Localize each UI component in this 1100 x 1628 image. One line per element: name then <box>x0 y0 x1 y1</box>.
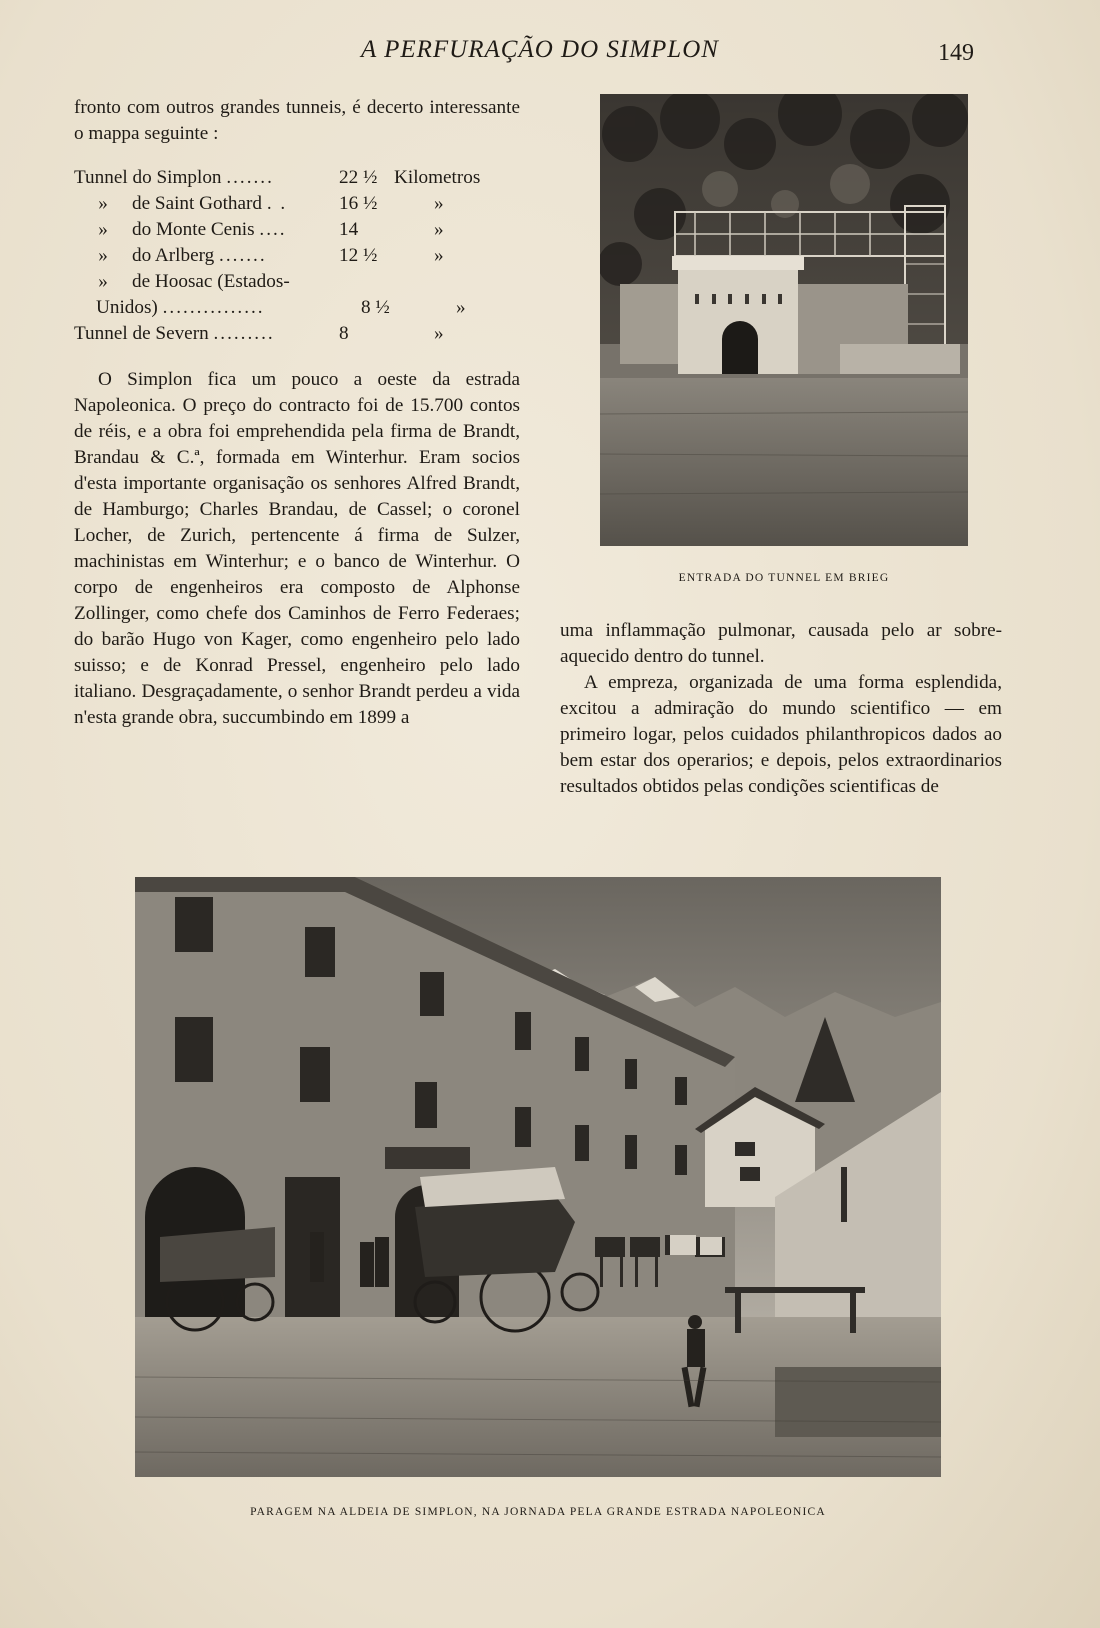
running-header: A PERFURAÇÃO DO SIMPLON <box>361 36 719 63</box>
table-row <box>74 191 520 217</box>
tunnel-length: 8 <box>339 323 349 344</box>
left-column <box>74 95 520 731</box>
table-row <box>74 269 520 295</box>
table-row <box>74 295 520 321</box>
length-unit: » <box>456 297 466 318</box>
body-paragraph-2: A empreza, organizada de uma forma esplendida, excitou a admiração do mundo scientifico — em primeiro logar, pelos cuidados philanthropicos dados ao bem estar dos operarios; e depois, pelos extraordinarios resultados obtidos pelas condições scientificas de <box>560 672 1002 797</box>
tunnel-name: » do Arlberg ....... <box>98 245 267 266</box>
tunnel-name: Unidos) ............... <box>96 297 265 318</box>
length-unit: » <box>434 193 444 214</box>
length-unit: » <box>434 323 444 344</box>
table-row <box>74 243 520 269</box>
page-number: 149 <box>938 40 974 66</box>
body-paragraph: O Simplon fica um pouco a oeste da estrada Napoleonica. O preço do contracto foi de 15.700 contos de réis, e a obra foi emprehendida pela firma de Brandt, Brandau & C.ª, formada em Winterhur. Eram socios d'esta importante organisação os senhores Alfred Brandt, de Hamburgo; Charles Brandau, de Cassel; o coronel Locher, de Zurich, pertencente á firma de Sulzer, machinistas em Winterhur; e o banco de Winterhur. O corpo de engenheiros era composto de Alphonse Zollinger, como chefe dos Caminhos de Ferro Federaes; do barão Hugo von Kager, como engenheiro pelo lado suisso; e de Konrad Pressel, engenheiro pelo lado italiano. Desgraçadamente, o senhor Brandt perdeu a vida n'esta grande obra, succumbindo em 1899 a <box>74 369 520 728</box>
length-unit: » <box>434 245 444 266</box>
tunnel-name: » de Saint Gothard . . <box>98 193 288 214</box>
tunnel-length: 12 ½ <box>339 245 378 266</box>
top-figure-caption: ENTRADA DO TUNNEL EM BRIEG <box>678 572 890 584</box>
length-unit: Kilometros <box>394 167 481 188</box>
tunnel-name: » de Hoosac (Estados- <box>98 271 290 292</box>
tunnel-length: 8 ½ <box>361 297 390 318</box>
tunnel-name: » do Monte Cenis .... <box>98 219 287 240</box>
continuation-paragraph: uma inflammação pulmonar, causada pelo ar sobre-aquecido dentro do tunnel. <box>560 620 1002 667</box>
tunnel-length: 14 <box>339 219 359 240</box>
table-row <box>74 165 520 191</box>
tunnel-name: Tunnel de Severn ......... <box>74 323 275 344</box>
length-unit: » <box>434 219 444 240</box>
tunnel-name: Tunnel do Simplon ....... <box>74 167 274 188</box>
bottom-figure-caption: PARAGEM NA ALDEIA DE SIMPLON, NA JORNADA PELA GRANDE ESTRADA NAPOLEONICA <box>250 1506 826 1518</box>
tunnel-entrance-photo <box>600 94 968 546</box>
village-street-illustration <box>135 877 941 1477</box>
tunnel-entrance-illustration <box>600 94 968 546</box>
table-row <box>74 217 520 243</box>
tunnel-length-table <box>74 165 520 347</box>
right-column <box>560 618 1002 800</box>
tunnel-length: 16 ½ <box>339 193 378 214</box>
intro-paragraph: fronto com outros grandes tunneis, é decerto interessante o mappa seguinte : <box>74 97 520 144</box>
village-stop-photo <box>135 877 941 1477</box>
table-row <box>74 321 520 347</box>
tunnel-length: 22 ½ <box>339 167 378 188</box>
